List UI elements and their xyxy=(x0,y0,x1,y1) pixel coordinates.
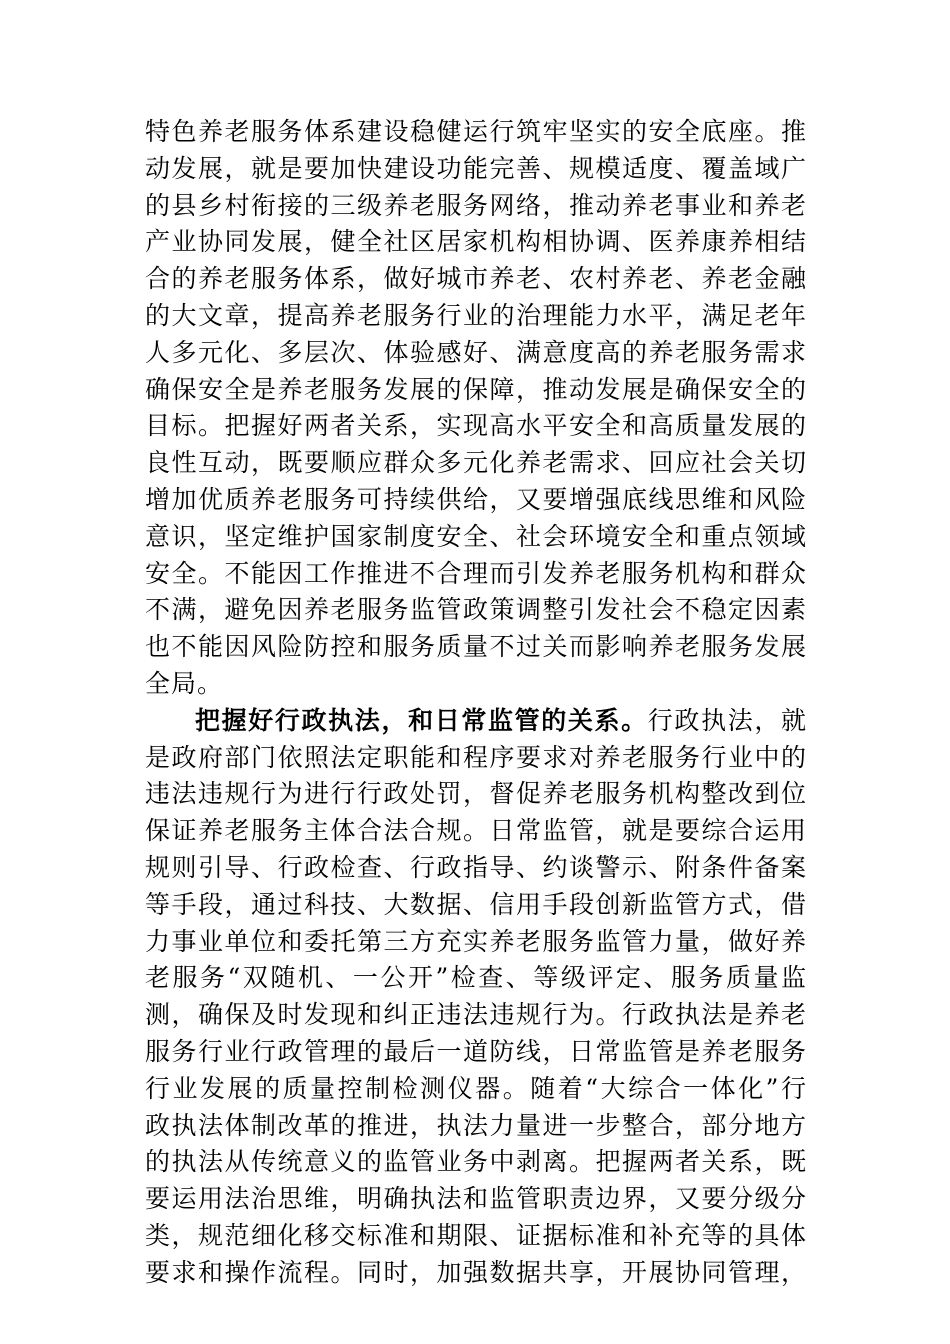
text-line: 全局。 xyxy=(145,668,224,698)
document-page xyxy=(145,114,807,1292)
text-line: 要求和操作流程。同时，加强数据共享，开展协同管理， xyxy=(145,1257,807,1287)
text-line: 的县乡村衔接的三级养老服务网络，推动养老事业和养老 xyxy=(145,190,807,220)
text-line: 也不能因风险防控和服务质量不过关而影响养老服务发展 xyxy=(145,632,807,662)
text-line: 增加优质养老服务可持续供给，又要增强底线思维和风险 xyxy=(145,484,807,514)
text-line: 的执法从传统意义的监管业务中剥离。把握两者关系，既 xyxy=(145,1147,807,1177)
text-line: 政执法体制改革的推进，执法力量进一步整合，部分地方 xyxy=(145,1110,807,1140)
text-line: 的大文章，提高养老服务行业的治理能力水平，满足老年 xyxy=(145,300,807,330)
text-line: 规则引导、行政检查、行政指导、约谈警示、附条件备案 xyxy=(145,852,807,882)
text-line: 老服务“双随机、一公开”检查、等级评定、服务质量监 xyxy=(145,963,807,993)
text-line: 行业发展的质量控制检测仪器。随着“大综合一体化”行 xyxy=(145,1073,807,1103)
paragraph-1 xyxy=(145,114,807,703)
text-line: 不满，避免因养老服务监管政策调整引发社会不稳定因素 xyxy=(145,595,807,625)
section-heading: 把握好行政执法，和日常监管的关系。 xyxy=(195,705,648,735)
text-line: 特色养老服务体系建设稳健运行筑牢坚实的安全底座。推 xyxy=(145,117,807,146)
text-line: 动发展，就是要加快建设功能完善、规模适度、覆盖域广 xyxy=(145,153,807,183)
text-line: 等手段，通过科技、大数据、信用手段创新监管方式，借 xyxy=(145,889,807,919)
text-line: 目标。把握好两者关系，实现高水平安全和高质量发展的 xyxy=(145,411,807,441)
text-line: 意识，坚定维护国家制度安全、社会环境安全和重点领域 xyxy=(145,521,807,551)
paragraph-heading-line xyxy=(145,703,807,740)
text-line: 确保安全是养老服务发展的保障，推动发展是确保安全的 xyxy=(145,374,807,404)
text-line: 合的养老服务体系，做好城市养老、农村养老、养老金融 xyxy=(145,264,807,294)
text-line: 保证养老服务主体合法合规。日常监管，就是要综合运用 xyxy=(145,816,807,846)
text-line: 类，规范细化移交标准和期限、证据标准和补充等的具体 xyxy=(145,1220,807,1250)
text-line: 良性互动，既要顺应群众多元化养老需求、回应社会关切 xyxy=(145,448,807,478)
text-line: 是政府部门依照法定职能和程序要求对养老服务行业中的 xyxy=(145,742,807,772)
paragraph-2 xyxy=(145,703,807,1292)
text-line: 违法违规行为进行行政处罚，督促养老服务机构整改到位 xyxy=(145,779,807,809)
text-line: 服务行业行政管理的最后一道防线，日常监管是养老服务 xyxy=(145,1036,807,1066)
text-line: 要运用法治思维，明确执法和监管职责边界，又要分级分 xyxy=(145,1184,807,1214)
text-line: 安全。不能因工作推进不合理而引发养老服务机构和群众 xyxy=(145,558,807,588)
text-line: 人多元化、多层次、体验感好、满意度高的养老服务需求 xyxy=(145,337,807,367)
text-line: 力事业单位和委托第三方充实养老服务监管力量，做好养 xyxy=(145,926,807,956)
heading-line-text: 行政执法，就 xyxy=(647,705,807,735)
text-line: 测，确保及时发现和纠正违法违规行为。行政执法是养老 xyxy=(145,1000,807,1030)
text-line: 产业协同发展，健全社区居家机构相协调、医养康养相结 xyxy=(145,227,807,257)
